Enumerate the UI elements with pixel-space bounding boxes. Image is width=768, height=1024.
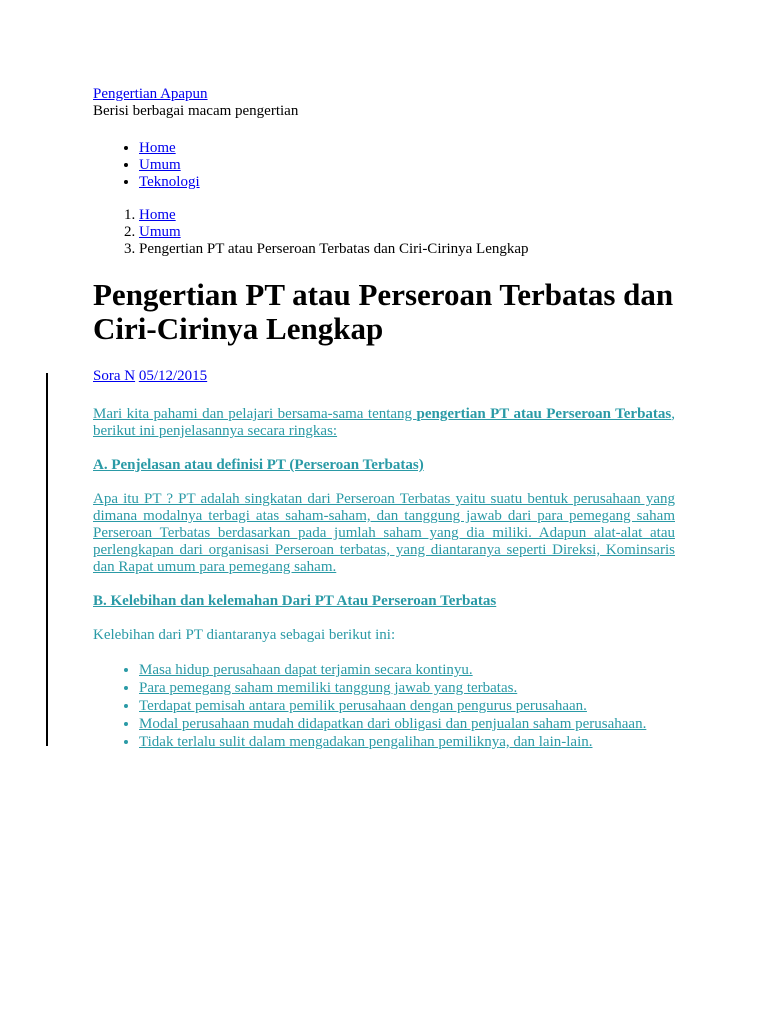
nav-link-teknologi[interactable]: Teknologi xyxy=(139,174,200,190)
site-name-link[interactable]: Pengertian Apapun xyxy=(93,86,208,102)
author-link[interactable]: Sora N xyxy=(93,368,136,384)
nav-item-teknologi xyxy=(139,174,675,191)
section-a-heading: A. Penjelasan atau definisi PT (Perseroan Terbatas) xyxy=(93,457,424,473)
article-meta xyxy=(93,368,675,385)
left-margin-rule xyxy=(46,373,48,746)
list-item: • Modal perusahaan mudah didapatkan dari obligasi dan penjualan saham perusahaan. xyxy=(139,715,675,733)
breadcrumb-item xyxy=(139,207,675,224)
intro-text-before: Mari kita pahami dan pelajari bersama-sama tentang xyxy=(93,406,417,422)
breadcrumb-link-umum[interactable]: Umum xyxy=(139,224,181,240)
intro-text-after: , berikut ini penjelasannya secara ringkas: xyxy=(93,406,676,439)
intro-paragraph xyxy=(93,406,675,440)
nav-item-home xyxy=(139,140,675,157)
breadcrumb-link-home[interactable]: Home xyxy=(139,207,176,223)
breadcrumb-current: 3. Pengertian PT atau Perseroan Terbatas dan Ciri-Cirinya Lengkap xyxy=(139,241,675,258)
list-item: • Tidak terlalu sulit dalam mengadakan pengalihan pemiliknya, dan lain-lain. xyxy=(139,733,675,751)
nav-link-umum[interactable]: Umum xyxy=(139,157,181,173)
list-item: • Masa hidup perusahaan dapat terjamin secara kontinyu. xyxy=(139,661,675,679)
breadcrumb-item xyxy=(139,224,675,241)
nav-item-umum xyxy=(139,157,675,174)
section-a-body: Apa itu PT ? PT adalah singkatan dari Perseroan Terbatas yaitu suatu bentuk perusahaan yang dimana modalnya terbagi atas saham-saham, dan tanggung jawab dari para pemegang saham Perseroan Terbatas berdasarkan pada jumlah saham yang dia miliki. Adapun alat-alat atau perlengkapan dari organisasi Perseroan terbatas, yang diantaranya seperti Direksi, Kominsaris dan Rapat umum para pemegang saham. xyxy=(93,491,675,575)
kelebihan-list xyxy=(93,661,675,751)
date-link[interactable]: 05/12/2015 xyxy=(138,368,208,384)
main-nav xyxy=(93,140,675,191)
nav-link-home[interactable]: Home xyxy=(139,140,176,156)
intro-keyword: pengertian PT atau Perseroan Terbatas xyxy=(416,406,672,422)
kelebihan-intro: Kelebihan dari PT diantaranya sebagai berikut ini: xyxy=(93,627,396,643)
section-b-heading: B. Kelebihan dan kelemahan Dari PT Atau Perseroan Terbatas xyxy=(93,593,497,609)
list-item: • Terdapat pemisah antara pemilik perusahaan dengan pengurus perusahaan. xyxy=(139,697,675,715)
list-item: • Para pemegang saham memiliki tanggung jawab yang terbatas. xyxy=(139,679,675,697)
site-description: Berisi berbagai macam pengertian xyxy=(93,103,299,119)
article-title: Pengertian PT atau Perseroan Terbatas dan Ciri-Cirinya Lengkap xyxy=(93,277,674,346)
page-content xyxy=(93,86,675,751)
breadcrumb xyxy=(93,207,675,258)
